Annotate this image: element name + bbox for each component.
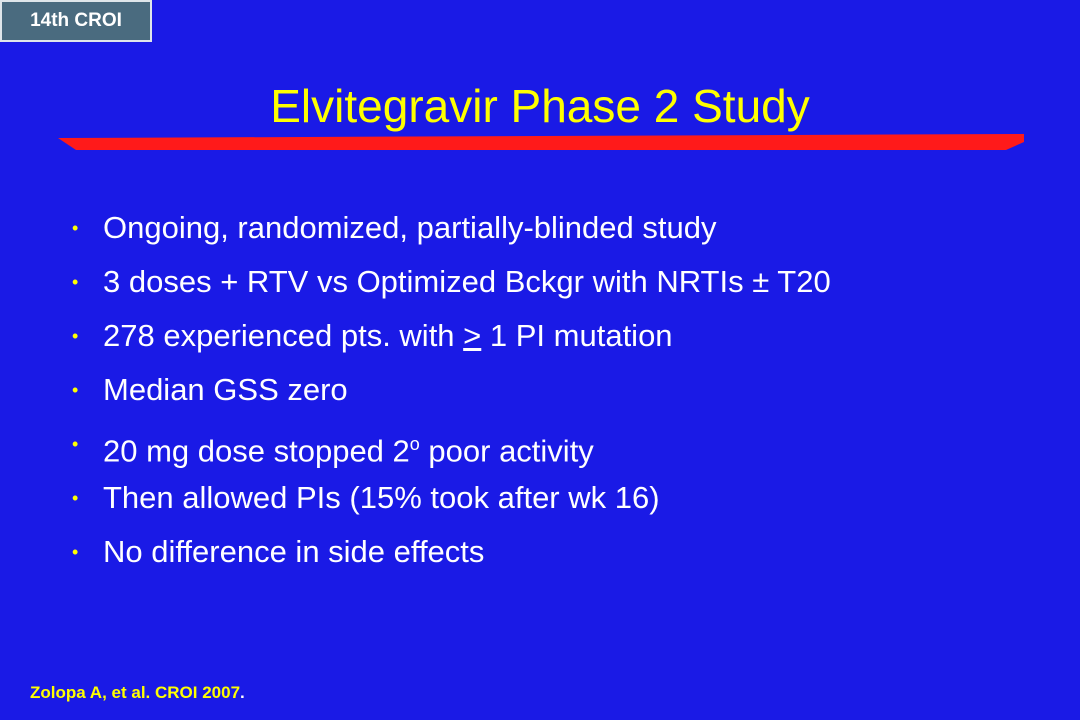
citation-period: . bbox=[240, 683, 245, 702]
bullet-item bbox=[72, 315, 831, 369]
bullet-dot-icon: • bbox=[72, 488, 79, 508]
bullet-text-part: poor activity bbox=[419, 433, 594, 469]
bullet-text: No difference in side effects bbox=[103, 534, 485, 569]
bullet-text: Then allowed PIs (15% took after wk 16) bbox=[103, 480, 660, 515]
bullet-dot-icon: • bbox=[72, 218, 79, 238]
bullet-dot-icon: • bbox=[72, 326, 79, 346]
bullet-text: Median GSS zero bbox=[103, 372, 348, 407]
conference-badge bbox=[0, 0, 152, 42]
bullet-item bbox=[72, 207, 831, 261]
bullet-text-part: 20 mg dose stopped 2 bbox=[103, 433, 410, 469]
citation-text: Zolopa A, et al. CROI 2007 bbox=[30, 683, 241, 702]
greater-equal-symbol: > bbox=[463, 318, 482, 353]
bullet-text bbox=[103, 423, 594, 472]
bullet-item bbox=[72, 531, 831, 585]
citation bbox=[30, 683, 245, 703]
superscript-o: o bbox=[409, 434, 420, 454]
title-underline-rule bbox=[58, 132, 1024, 152]
bullet-item bbox=[72, 369, 831, 423]
bullet-text bbox=[103, 315, 673, 357]
bullet-dot-icon: • bbox=[72, 380, 79, 400]
bullet-text: 3 doses + RTV vs Optimized Bckgr with NRTIs ± T20 bbox=[103, 264, 831, 299]
bullet-item bbox=[72, 423, 831, 477]
bullet-text-part: 1 PI mutation bbox=[481, 318, 673, 353]
bullet-text-part: 278 experienced pts. with bbox=[103, 318, 464, 353]
bullet-dot-icon: • bbox=[72, 272, 79, 292]
bullet-list bbox=[72, 207, 831, 585]
slide-title: Elvitegravir Phase 2 Study bbox=[270, 80, 810, 132]
bullet-dot-icon: • bbox=[72, 434, 79, 454]
bullet-dot-icon: • bbox=[72, 542, 79, 562]
bullet-text: Ongoing, randomized, partially-blinded study bbox=[103, 210, 717, 245]
conference-badge-label: 14th CROI bbox=[30, 10, 122, 31]
bullet-item bbox=[72, 477, 831, 531]
bullet-item bbox=[72, 261, 831, 315]
